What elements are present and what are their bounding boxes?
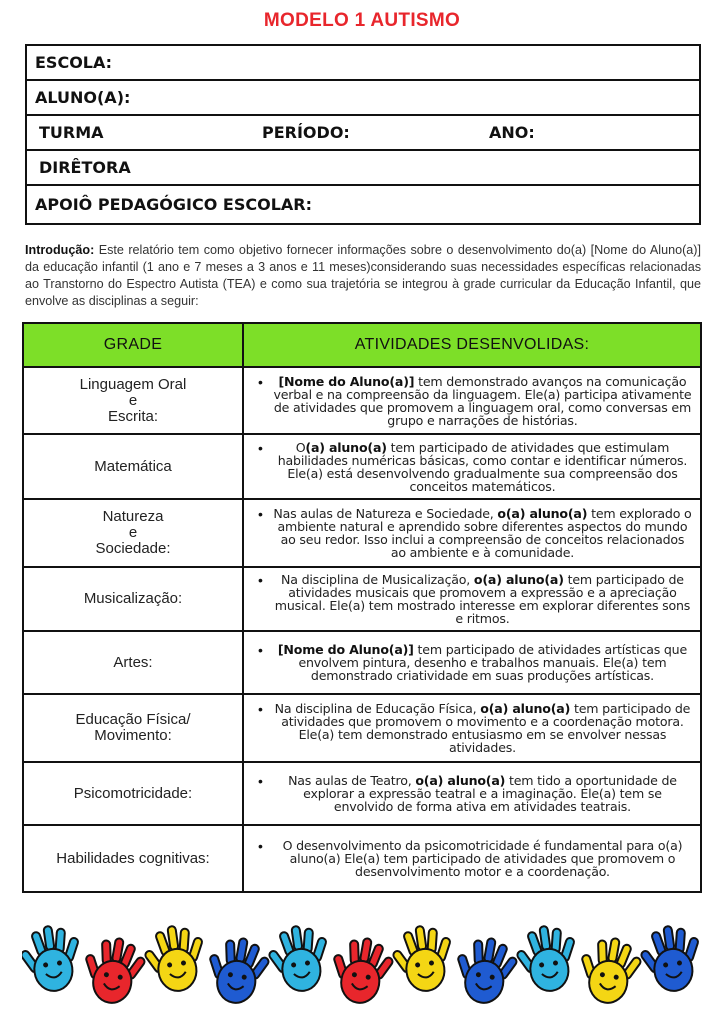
subject-line: Movimento: [94,727,172,744]
activity-description [273,441,692,493]
table-header-row [23,323,701,367]
student-reference: o(a) aluno(a) [415,773,506,788]
student-reference: [Nome do Aluno(a)] [278,373,415,389]
activity-text: tem participado de atividades que promovem o movimento e a coordenação motora. Ele(a) tem demonstrado entusiasmo em se envolver nessas atividades. [281,701,691,755]
subject-line: Sociedade: [95,540,171,557]
introduction-paragraph [25,242,701,310]
hand-icon [265,922,334,995]
bullet-item [258,573,692,625]
escola-row [27,46,699,81]
hand-icon [141,922,210,995]
subject-line: Musicalização: [83,590,183,607]
activity-cell [243,499,701,567]
subject-cell [23,694,243,762]
student-reference: [Nome do Aluno(a)] [277,642,414,657]
activity-text: tem tido a oportunidade de explorar a expressão teatral e a imaginação. Ele(a) tem se envolvido de forma ativa em atividades teatrais. [303,773,677,814]
activity-cell [243,631,701,694]
activity-text: tem participado de atividades artísticas que envolvem pintura, desenho e trabalhos manuais. Ele(a) tem demonstrado criatividade em suas produções artísticas. [298,642,688,683]
bullet-item [258,702,692,754]
subject-cell [23,762,243,825]
activity-text: Na disciplina de Musicalização, [281,572,474,587]
bullet-icon: • [258,701,263,717]
subject-cell [23,567,243,631]
aluno-row [27,81,699,116]
activity-cell [243,694,701,762]
intro-label: Introdução: [25,243,95,257]
activity-cell [243,825,701,892]
hand-icon [637,922,702,995]
activity-text: tem explorado o ambiente natural e aprendido sobre diferentes aspectos do mundo ao seu redor. Isso inclui a compreensão de conceitos relacionados ao ambiente e à comunidade. [277,506,692,560]
activity-description [273,573,692,625]
table-row [23,434,701,499]
subject-line: Psicomotricidade: [73,784,193,802]
bullet-icon: • [258,642,263,658]
apoio-label: APOIÔ PEDAGÓGICO ESCOLAR: [35,195,312,214]
activity-cell [243,762,701,825]
table-row [23,631,701,694]
bullet-icon: • [258,373,263,390]
subject-line: Artes: [113,653,153,671]
bullet-icon: • [258,439,263,456]
subject-line: e [128,391,138,409]
activity-text: O desenvolvimento da psicomotricidade é fundamental para o(a) aluno(a) Ele(a) tem participado de atividades que promovem o desenvolvimento motor e a coordenação. [282,838,683,879]
subject-line: Matemática [94,457,172,475]
document-title: MODELO 1 AUTISMO [263,10,461,31]
bullet-item [258,643,692,682]
activity-text: Nas aulas de Natureza e Sociedade, [273,506,498,521]
hand-icon [389,922,458,995]
bullet-item [258,507,692,559]
turma-label: TURMA [39,123,104,142]
subject-line: Linguagem Oral [79,375,187,393]
activity-cell [243,367,701,434]
school-info-box [25,44,701,225]
turma-row [27,116,699,151]
subject-line: Natureza [102,508,164,525]
bullet-item [258,774,692,813]
student-reference: o(a) aluno(a) [480,701,571,716]
escola-label: ESCOLA: [35,53,113,72]
bullet-icon: • [258,572,263,588]
activity-description [273,774,692,813]
hand-icon [574,933,645,1008]
hand-icon [513,922,582,995]
bullet-item [258,839,692,878]
subject-line: Habilidades cognitivas: [56,849,210,867]
activity-text: tem demonstrado avanços na comunicação verbal e na compreensão da linguagem. Ele(a) participa ativamente de atividades que promovem a linguagem oral, como conversas em grupo e narrações de histórias. [273,373,692,428]
activity-text: tem participado de atividades musicais que promovem a expressão e a apreciação musical. Ele(a) tem mostrado interesse em explorar diferentes sons e ritmos. [274,572,691,626]
subject-line: Escrita: [107,407,158,425]
periodo-label: PERÍODO: [262,123,350,142]
subject-line: e [128,524,138,541]
student-reference: o(a) aluno(a) [473,572,564,587]
table-row [23,694,701,762]
bullet-item [258,441,692,493]
subject-cell [23,499,243,567]
hand-icon [22,922,86,995]
hands-decoration [22,920,702,1020]
student-reference: (a) aluno(a) [305,439,387,455]
subject-cell [23,434,243,499]
activity-description [273,702,692,754]
activity-text: tem participado de atividades que estimulam habilidades numéricas básicas, como contar e identificar números. Ele(a) está desenvolvendo gradualmente sua compreensão dos conceitos matemáticos. [277,439,688,494]
activity-cell [243,434,701,499]
subject-cell [23,367,243,434]
aluno-label: ALUNO(A): [35,88,131,107]
activity-description [273,643,692,682]
activities-column-header: ATIVIDADES DESENVOLIDAS: [243,323,701,367]
hand-icon [202,933,273,1008]
subject-cell [23,631,243,694]
apoio-row [27,186,699,223]
activity-cell [243,567,701,631]
bullet-icon: • [258,773,263,789]
bullet-icon: • [258,506,263,522]
table-row [23,762,701,825]
intro-text: Este relatório tem como objetivo fornecer informações sobre o desenvolvimento do(a) [Nome do Aluno(a)] da educação infantil (1 ano e 7 meses a 3 anos e 11 meses)considerando suas necessidades específicas relacionadas ao Transtorno do Espectro Autista (TEA) e como sua trajetória se integrou à grade curricular da Educação Infantil, que envolve as disciplinas a seguir: [25,243,701,308]
bullet-item [258,375,692,427]
activity-text: Na disciplina de Educação Física, [274,701,481,716]
hand-icon [78,933,149,1008]
table-row [23,367,701,434]
activity-description [273,839,692,878]
activity-text: Nas aulas de Teatro, [288,773,416,788]
subject-cell [23,825,243,892]
activity-description [273,375,692,427]
grade-column-header: GRADE [23,323,243,367]
subject-line: Educação Física/ [75,711,191,728]
student-reference: o(a) aluno(a) [497,506,588,521]
table-row [23,825,701,892]
hand-icon [450,933,521,1008]
ano-label: ANO: [489,123,535,142]
table-row [23,499,701,567]
table-row [23,567,701,631]
activity-description [273,507,692,559]
activity-text: O [295,439,306,455]
diretora-label: DIRÊTORA [39,158,131,177]
curriculum-table [22,322,702,893]
diretora-row [27,151,699,186]
bullet-icon: • [258,838,263,854]
hand-icon [326,933,397,1008]
